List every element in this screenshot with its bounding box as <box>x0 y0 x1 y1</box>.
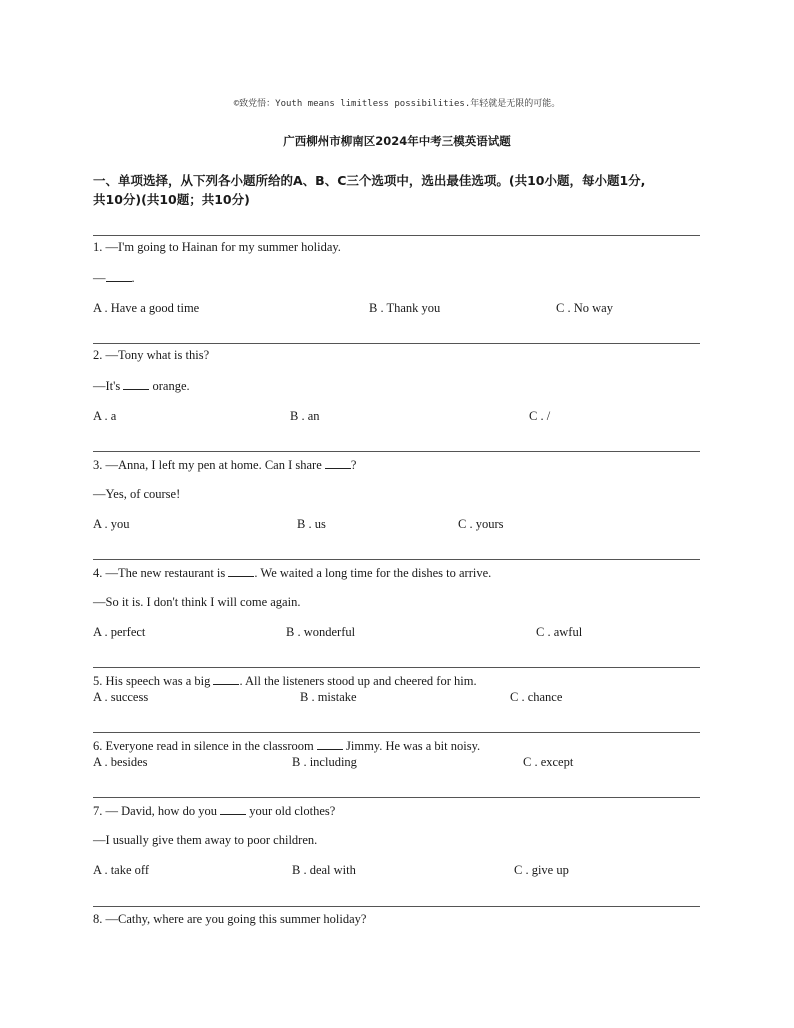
question-1-prompt: 1. —I'm going to Hainan for my summer holiday. <box>93 240 341 254</box>
question-4-response: —So it is. I don't think I will come again. <box>93 595 301 609</box>
question-2-response <box>93 378 190 394</box>
q7-option-a[interactable]: A . take off <box>93 863 150 877</box>
q7-option-c[interactable]: C . give up <box>514 863 569 877</box>
divider <box>93 343 700 344</box>
q6-prompt-end: Jimmy. He was a bit noisy. <box>346 739 481 753</box>
q5-option-c[interactable]: C . chance <box>510 690 563 704</box>
answer-blank <box>317 738 343 750</box>
q3-prompt-end: ? <box>350 458 357 472</box>
q7-option-b[interactable]: B . deal with <box>292 863 356 877</box>
answer-blank <box>228 565 254 577</box>
motto-line: ©致党悟：Youth means limitless possibilities.年轻就是无限的可能。 <box>233 99 561 109</box>
q2-option-a[interactable]: A . a <box>93 409 117 423</box>
divider <box>93 667 700 668</box>
divider <box>93 906 700 907</box>
q5-option-b[interactable]: B . mistake <box>300 690 357 704</box>
q1-option-c[interactable]: C . No way <box>556 301 613 315</box>
q1-option-a[interactable]: A . Have a good time <box>93 301 200 315</box>
q4-prompt-end: . We waited a long time for the dishes to arrive. <box>254 566 492 580</box>
question-3-prompt <box>93 457 356 473</box>
question-4-prompt <box>93 565 491 581</box>
q3-option-c[interactable]: C . yours <box>458 517 504 531</box>
answer-blank <box>213 673 239 685</box>
divider <box>93 797 700 798</box>
q2-option-c[interactable]: C . / <box>529 409 551 423</box>
q1-option-b[interactable]: B . Thank you <box>369 301 441 315</box>
question-6-prompt <box>93 738 480 754</box>
q1-period: . <box>131 271 135 285</box>
question-7-response: —I usually give them away to poor children. <box>93 833 318 847</box>
section-heading-line-2: 共10分)(共10题；共10分) <box>93 192 250 207</box>
q2-response-start: —It's <box>93 379 121 393</box>
answer-blank <box>220 803 246 815</box>
q5-prompt-start: 5. His speech was a big <box>93 674 211 688</box>
divider <box>93 559 700 560</box>
q4-option-a[interactable]: A . perfect <box>93 625 146 639</box>
answer-blank <box>106 270 132 282</box>
question-8-prompt: 8. —Cathy, where are you going this summer holiday? <box>93 912 367 926</box>
q6-option-b[interactable]: B . including <box>292 755 357 769</box>
answer-blank <box>123 378 149 390</box>
question-3-response: —Yes, of course! <box>93 487 181 501</box>
question-5-prompt <box>93 673 477 689</box>
q4-option-b[interactable]: B . wonderful <box>286 625 356 639</box>
q6-option-c[interactable]: C . except <box>523 755 574 769</box>
divider <box>93 732 700 733</box>
divider <box>93 235 700 236</box>
q4-prompt-start: 4. —The new restaurant is <box>93 566 226 580</box>
q3-prompt-start: 3. —Anna, I left my pen at home. Can I share <box>93 458 322 472</box>
section-heading <box>93 171 703 209</box>
divider <box>93 451 700 452</box>
q7-prompt-end: your old clothes? <box>249 804 336 818</box>
q5-prompt-end: . All the listeners stood up and cheered for him. <box>239 674 477 688</box>
answer-blank <box>325 457 351 469</box>
page-title: 广西柳州市柳南区2024年中考三模英语试题 <box>283 134 511 148</box>
q7-prompt-start: 7. — David, how do you <box>93 804 217 818</box>
q3-option-a[interactable]: A . you <box>93 517 130 531</box>
question-2-prompt: 2. —Tony what is this? <box>93 348 210 362</box>
q6-prompt-start: 6. Everyone read in silence in the classroom <box>93 739 314 753</box>
q4-option-c[interactable]: C . awful <box>536 625 583 639</box>
q6-option-a[interactable]: A . besides <box>93 755 148 769</box>
q1-dash: — <box>93 271 106 285</box>
q3-option-b[interactable]: B . us <box>297 517 326 531</box>
q5-option-a[interactable]: A . success <box>93 690 149 704</box>
section-heading-line-1: 一、单项选择，从下列各小题所给的A、B、C三个选项中，选出最佳选项。(共10小题，每小题1分, <box>93 173 646 188</box>
q2-option-b[interactable]: B . an <box>290 409 320 423</box>
question-1-response <box>93 270 135 286</box>
question-7-prompt <box>93 803 335 819</box>
q2-response-end: orange. <box>152 379 190 393</box>
